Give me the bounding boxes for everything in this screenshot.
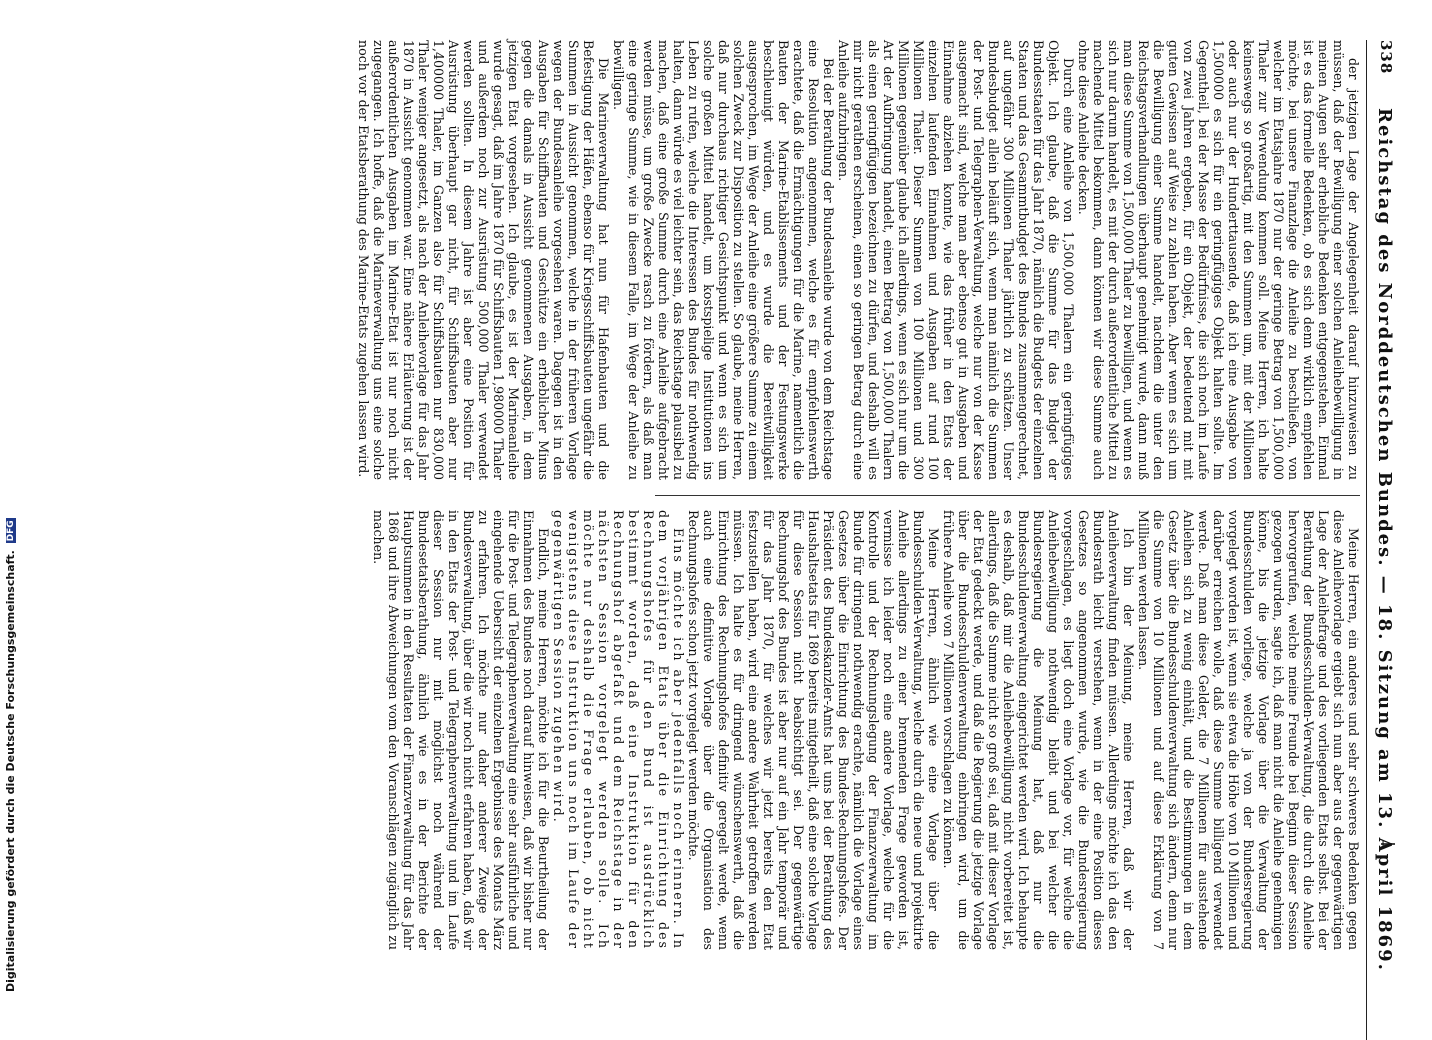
paragraph: Die Marineverwaltung hat nun für Hafenbauten und die Befestigung der Häfen, ebenso für Kriegsschiffsbauten ungefähr die Summen in Aussicht genommen, welche in der früheren Vorlage wegen der Bundesanleihe vorgesehen waren. Dagegen ist in den Ausgaben für Schiffbauten und Geschütze ein erheblicher Minus gegen die damals in Aussicht genommenen Ausgaben, in dem jetzigen Etat vorgesehen. Ich glaube, es ist der Marineanleihe wurde gesagt, daß im Jahre 1870 für Schiffsbauten 1,980000 Thaler und außerdem noch zur Ausrüstung 500,000 Thaler verwendet werden sollten. In diesem Jahre ist aber eine Position für Ausrüstung überhaupt gar nicht, für Schiffsbauten aber nur 1,400000 Thaler, im Ganzen also für Schiffsbauten nur 830,000 Thaler weniger angesetzt, als nach der Anleihevorlage für das Jahr 1870 in Aussicht genommen war. Eine nähere Erläuterung ist der außerordentlichen Ausgaben im Marine-Etat ist nur noch nicht zugegangen. Ich hoffe, daß die Marineverwaltung uns eine solche noch vor der Etatsberathung des Marine-Etats zugehen lassen wird. (356, 40, 611, 480)
footer-strip (0, 0, 22, 1000)
paragraph: Eins möchte ich aber jedenfalls noch erinnern. In dem vorjährigen Etats über die Einrichtung des Rechnungshofes für den Bund ist ausdrücklich bestimmt worden, daß eine Instruktion für den Rechnungshof abgefaßt und dem Reichstage in der nächsten Session vorgelegt werden solle. Ich möchte nur deshalb die Frage erlauben, ob nicht wenigstens diese Instruktion uns noch im Laufe der gegenwärtigen Session zugehen wird. (551, 510, 686, 950)
paragraph: Endlich, meine Herren, möchte ich für die Beurtheilung der Einnahmen des Bundes noch darauf hinweisen, daß wir bisher nur für die Post- und Telegraphenverwaltung eine sehr ausführliche und eingehende Uebersicht der einzelnen Ergebnisse des Monats März zu erfahren. Ich möchte nur daher anderer Zweige der Bundesverwaltung, über die wir noch nicht erfahren haben, daß wir in den Etats der Post- und Telegraphenverwaltung und im Laufe dieser Session nur mit möglichst noch während der Bundesetatsberathung, ähnlich wie es in der Berichte der Hauptsummen in den Resultaten der Finanzverwaltung für das Jahr 1868 und ihre Abweichungen vom den Voranschlägen zugänglich zu machen. (371, 510, 551, 950)
scanned-page (5, 40, 1395, 1040)
header-rule (1366, 40, 1367, 1040)
page-number: 338 (1377, 40, 1395, 75)
right-column (371, 510, 1361, 950)
paragraph: Bei der Berathung der Bundesanleihe wurde von dem Reichstage eine Resolution angenommen, welche es für empfehlenswerth erachtete, daß die Ermächtigungen für die Marine, namentlich die Bauten der Marine-Etablissements und der Festungswerke beschleunigt würden, und es wurde die Bereitwilligkeit ausgesprochen, im Wege der Anleihe eine größere Summe zu einem solchen Zweck zur Disposition zu stellen. So glaube, meine Herren, daß nur durchaus richtiger Gesichtspunkt und wenn es sich um solche großen Mittel handelt, um kostspielige Institutionen ins Leben zu rufen, welche die Interessen des Bundes für nothwendig halten, dann würde es viel leichter sein, das Reichstage plausibel zu machen, daß eine große Summe durch eine Anleihe aufgebracht werden müsse, um große Zwecke rasch zu fördern, als daß man eine geringe Summe, wie in diesem Falle, im Wege der Anleihe zu bewilligen. (611, 40, 836, 480)
paragraph: Meine Herren, ähnlich wie eine Vorlage über die Bundesschulden-Verwaltung, welche durch die neue und projektirte Anleihe allerdings zu einer brennenden Frage geworden ist, vermisse ich leider noch eine andere Vorlage, welche für die Kontrolle und der Rechnungslegung der Finanzverwaltung im Bunde für dringend nothwendig erachte, nämlich die Vorlage eines Gesetzes über die Einrichtung des Bundes-Rechnungshofes. Der Präsident des Bundeskanzler-Amts hat uns bei der Berathung des Haushaltsetats für 1869 bereits mitgetheilt, daß eine solche Vorlage für diese Session nicht beabsichtigt sei. Der gegenwärtige Rechnungshof des Bundes ist aber nur auf ein Jahr temporär und für das Jahr 1870, für welches wir jetzt bereits den Etat festzustellen haben, wird eine andere Wahrheit getroffen werden müssen. Ich halte es für dringend wünschenswerth, daß die Einrichtung des Rechnungshofes definitiv geregelt werde, wenn auch eine definitive Vorlage über die Organisation des Rechnungshofes schon jetzt vorgelegt werden möchte. (686, 510, 941, 950)
footer-credit-text: Digitalisierung gefördert durch die Deutsche Forschungsgemeinschaft. (4, 550, 17, 992)
column-divider (655, 495, 1360, 496)
paragraph: Durch eine Anleihe von 1,500,000 Thalern ein geringfügiges Objekt. Ich glaube, daß die Summe für das Budget der Bundesstaaten für das Jahr 1870, nämlich die Budgets der einzelnen Staaten und das Gesammtbudget des Bundes zusammengerechnet, auf ungefähr 300 Millionen Thaler jährlich zu schätzen. Unser Bundesbudget allein beläuft sich, wenn man nämlich die Summen der Post- und Telegraphen-Verwaltung, welche nur von der Kasse ausgemacht sind, welche man aber ebenso gut in Ausgaben und Einnahme abziehen konnte, wie das früher in den Etats der einzelnen laufenden Einnahmen und Ausgaben auf rund 100 Millionen Thaler. Dieser Summen von 100 Millionen und 300 Millionen gegenüber glaube ich allerdings, wenn es sich nur um die Art der Aufbringung handelt, einen Betrag von 1,500,000 Thalern als einen geringfügigen bezeichnen zu dürfen, und deshalb will es mir nicht gerathen erscheinen, einen so geringen Betrag durch eine Anleihe aufzubringen. (836, 40, 1076, 480)
dfg-logo: DFG (6, 520, 16, 542)
running-header: Reichstag des Norddeutschen Bundes. — 18. Sitzung am 13. April 1869. (1374, 108, 1395, 972)
paragraph: Meine Herren, ein anderes und sehr schweres Bedenken gegen diese Anleihevorlage ergiebt sich nun aber aus der gegenwärtigen Lage der Anleihefrage und des vorliegenden Etats selbst. Bei der Berathung der Bundesschulden-Verwaltung, die durch die Anleihe hervorgerufen, welche meine Freunde bei Beginn dieser Session gezogen wurden, sagte ich, daß man nicht die Anleihe genehmigen könne, bis die jetzige Vorlage über die Verwaltung der Bundesschulden vorliege, welche ja von der Bundesregierung vorgelegt worden ist, wenn sie etwa die Höhe von 10 Millionen und darüber erreichen wolle, daß diese Summe billigend verwendet werde. Daß man diese Gelder, die 7 Millionen für ausstehende Anleihen sich zu wenig einhält, und die Bestimmungen in dem Gesetz über die Bundesschuldenverwaltung sich ändern, denn nur die Summe von 10 Millionen und auf diese Erklärung von 7 Millionen werden lassen. (1136, 510, 1361, 950)
paragraph: der jetzigen Lage der Angelegenheit darauf hinzuweisen zu müssen, daß der Bewilligung einer solchen Anleihebewilligung in meinen Augen sehr erhebliche Bedenken entgegenstehen. Einmal ist es das formelle Bedenken, ob es sich denn wirklich empfehlen möchte, bei unsere Finanzlage die Anleihe zu beschließen, von welcher im Etatsjahre 1870 nur der geringe Betrag von 1,500,000 Thaler zur Verwendung kommen soll. Meine Herren, ich halte keineswegs so großartig, mit den Summen um, mit der Millionen oder auch nur der Hunderttausende, daß ich eine Ausgabe von 1,500000 es sich für ein geringfügiges Objekt halten sollte. Im Gegentheil, bei der Masse der Bedürfnisse, die sich noch im Laufe von zwei Jahren ergeben, für ein Objekt, der bedeutend mit mit guten Gewissen auf Weise zu zahlen haben. Aber wenn es sich um die Bewilligung einer Summe handelt, nachdem die unter den Reichstagsverhandlungen überhaupt genehmigt wurde, dann muß man diese Summe von 1,500,000 Thaler zu bewilligen, und wenn es sich nur darum handelt, es mit der durch außerordentliche Mittel zu machende Mittel bekommen, dann können wir diese Summe auch ohne diese Anleihe decken. (1076, 40, 1361, 480)
paragraph: Ich bin der Meinung, meine Herren, daß wir der Anleiheverwaltung finden müssen. Allerdings möchte ich das den Bundesrath leicht verstehen, wenn in der eine Position dieses Gesetzes so angenommen wurde, wie die Bundesregierung vorgeschlagen, es liegt doch eine Vorlage vor, für welche die Anleihebewilligung nothwendig bleibt und bei welcher die Bundesregierung die Meinung hat, daß nur die Bundesschuldenverwaltung eingerichtet werden wird. Ich behaupte es deshalb, daß mir die Anleihebewilligung nicht vorbereitet ist, allerdings, daß die Summe nicht so groß sei, daß mit dieser Vorlage der Etat gedeckt werde, und daß die Regierung die jetzige Vorlage über die Bundesschuldenverwaltung einbringen wird, um die frühere Anleihe von 7 Millionen vorschlagen zu können. (941, 510, 1136, 950)
footer-credit (4, 518, 17, 992)
left-column (41, 40, 1361, 480)
